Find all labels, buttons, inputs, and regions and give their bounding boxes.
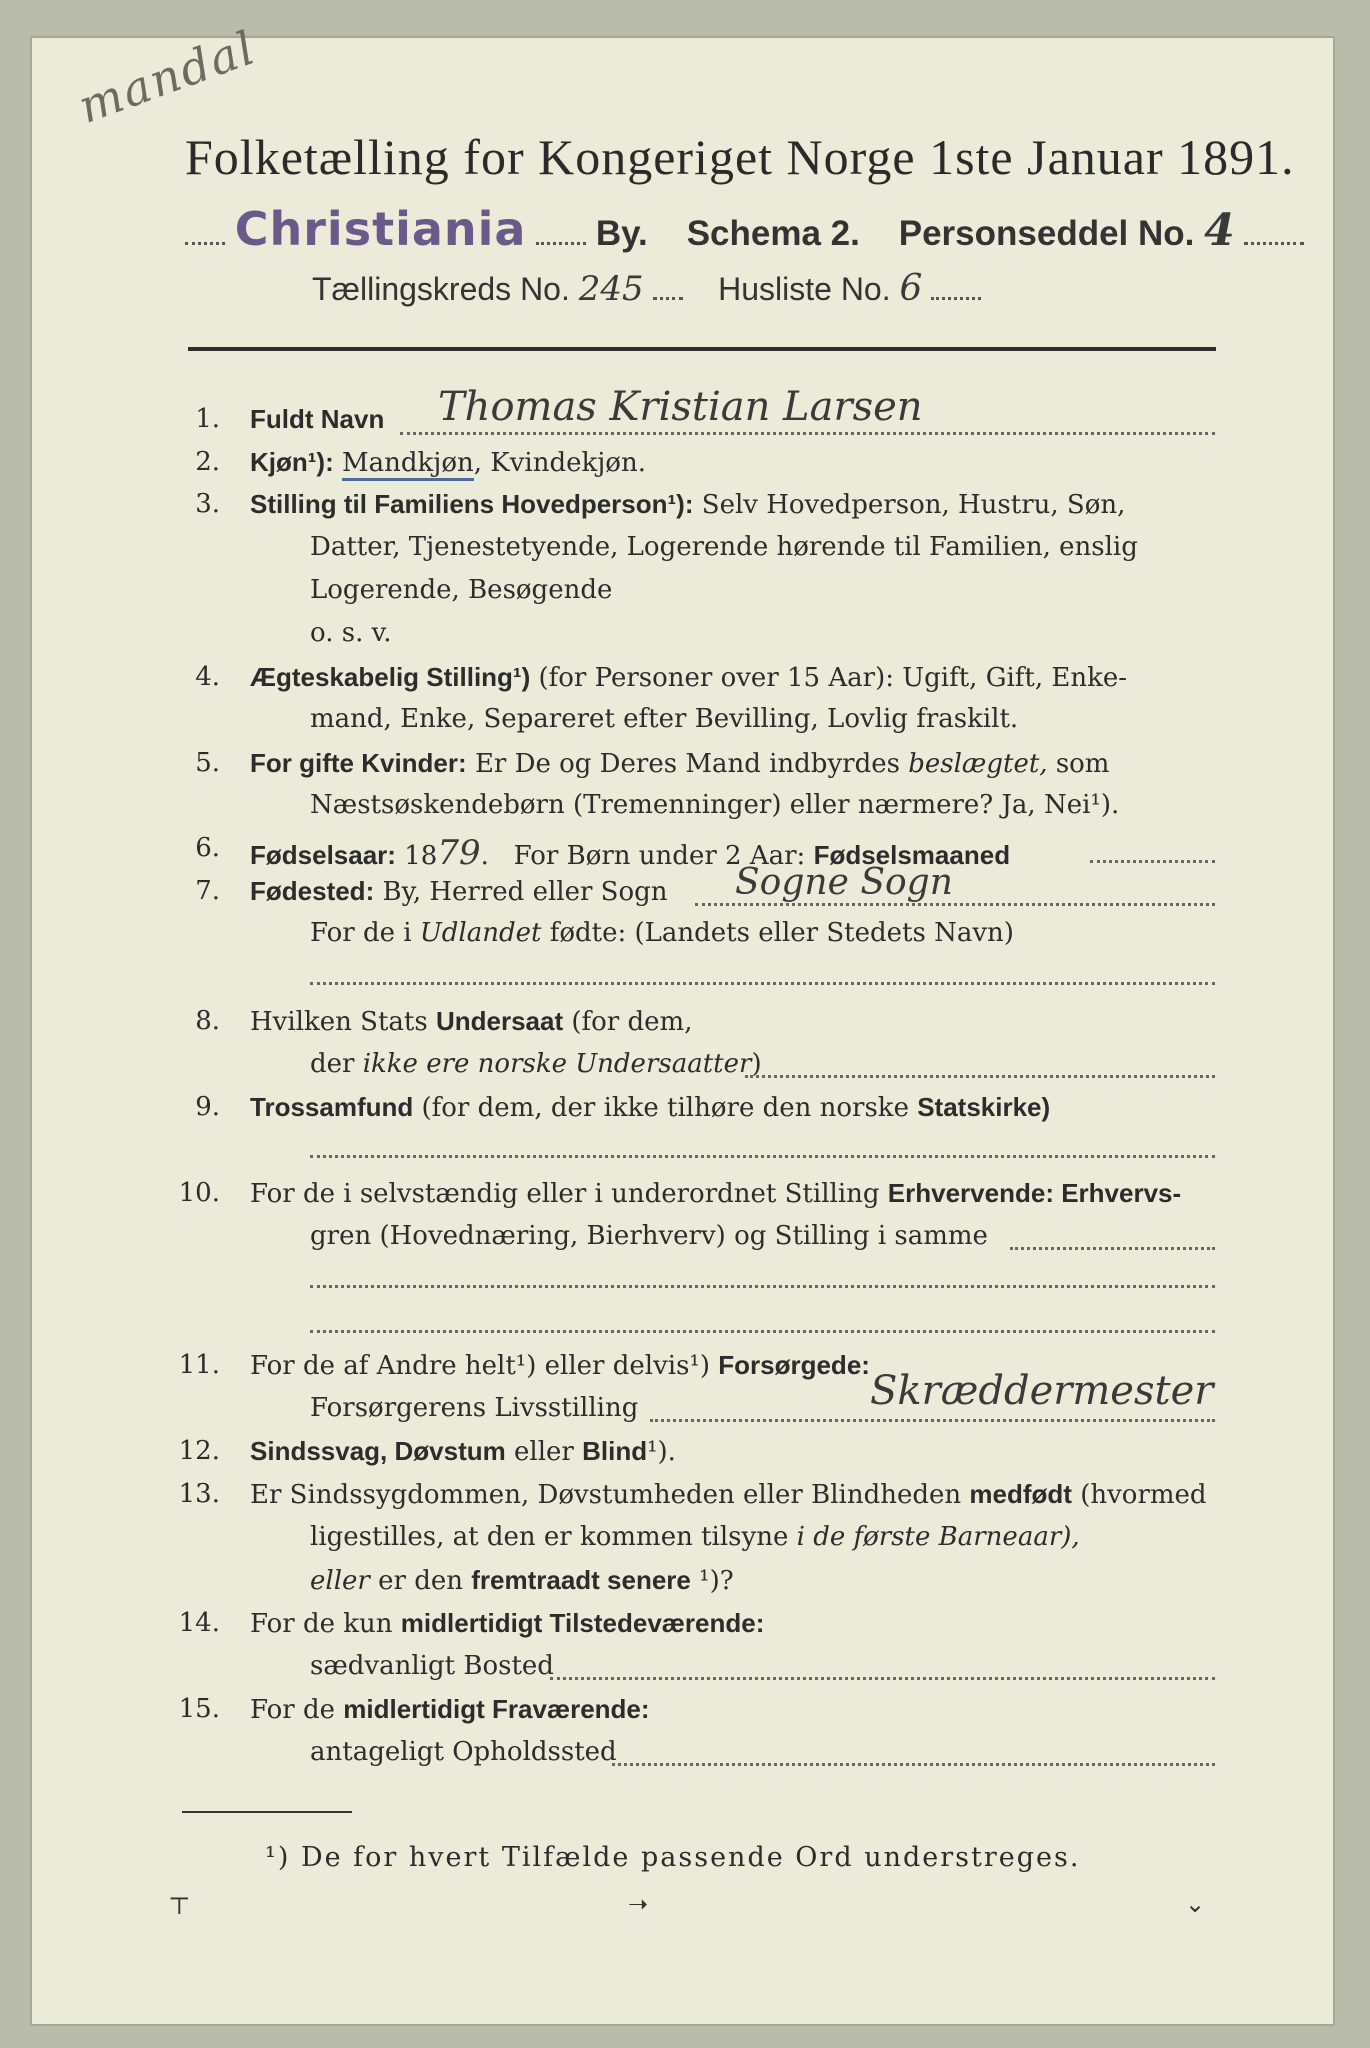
header-line-1: [185, 202, 1304, 258]
schema-label: Schema 2.: [686, 214, 860, 253]
handwritten-name: Thomas Kristian Larsen: [438, 384, 923, 430]
registration-mark: ⊤: [168, 1892, 191, 1920]
husliste-label: Husliste No.: [718, 271, 891, 307]
handwritten-birthplace: Sogne Sogn: [735, 862, 953, 903]
field-label: Fuldt Navn: [250, 404, 385, 434]
form-title: Folketælling for Kongeriget Norge 1ste Januar 1891.: [185, 129, 1295, 185]
personseddel-label: Personseddel No.: [898, 214, 1195, 253]
taellingskreds-number: 245: [578, 269, 644, 309]
margin-note: mandal: [71, 20, 263, 134]
by-label: By.: [595, 214, 648, 253]
header-line-2: [312, 268, 981, 324]
personseddel-number: 4: [1204, 205, 1235, 256]
footnote: ¹) De for hvert Tilfælde passende Ord understreges.: [265, 1842, 1081, 1873]
selected-option: Mandkjøn: [342, 448, 474, 481]
taellingskreds-label: Tællingskreds No.: [312, 271, 570, 307]
footnote-divider: [182, 1811, 352, 1813]
handwritten-provider-occupation: Skræddermester: [870, 1368, 1214, 1414]
handwritten-year: 79: [437, 833, 481, 873]
name-dotted-line: [400, 432, 1215, 435]
registration-mark: ⌄: [1185, 1890, 1206, 1918]
header-divider: [188, 347, 1216, 351]
husliste-number: 6: [899, 268, 923, 309]
city-name: Christiania: [234, 202, 527, 256]
registration-mark: ➝: [628, 1890, 649, 1918]
